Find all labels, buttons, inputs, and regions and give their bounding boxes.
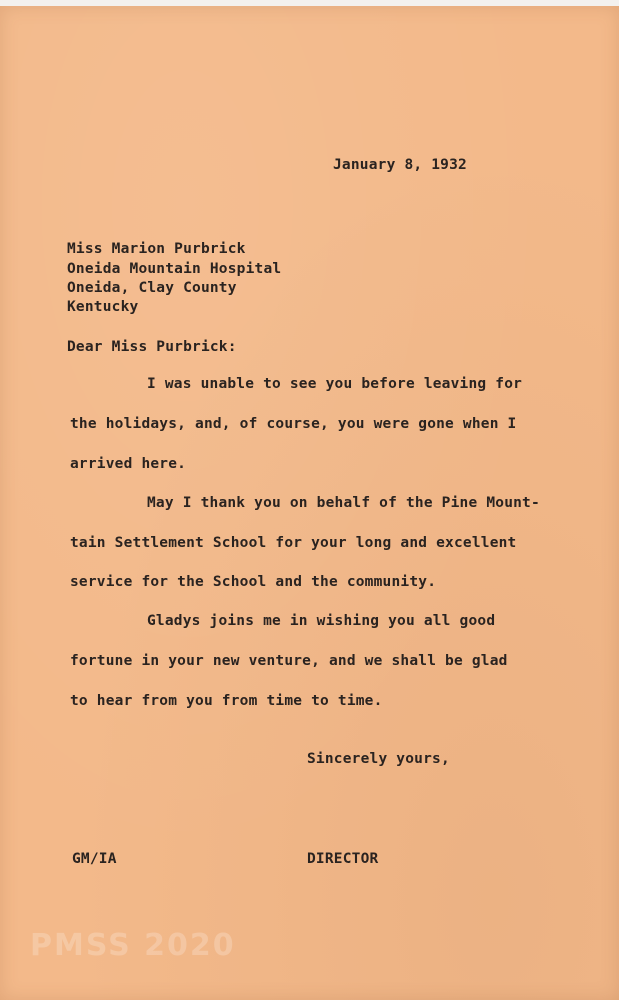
signature-title: DIRECTOR bbox=[307, 851, 379, 867]
body-line: tain Settlement School for your long and excellent bbox=[70, 535, 517, 551]
body-line: arrived here. bbox=[70, 456, 187, 472]
salutation: Dear Miss Purbrick: bbox=[67, 339, 237, 355]
letter-date: January 8, 1932 bbox=[333, 157, 467, 173]
body-line: I was unable to see you before leaving for bbox=[147, 376, 523, 392]
closing: Sincerely yours, bbox=[307, 751, 450, 767]
archive-watermark: PMSS 2020 bbox=[30, 928, 236, 963]
body-line: service for the School and the community. bbox=[70, 574, 437, 590]
recipient-name: Miss Marion Purbrick bbox=[67, 241, 246, 257]
body-line: the holidays, and, of course, you were gone when I bbox=[70, 416, 517, 432]
body-line: Gladys joins me in wishing you all good bbox=[147, 613, 496, 629]
recipient-city-county: Oneida, Clay County bbox=[67, 280, 237, 296]
body-line: to hear from you from time to time. bbox=[70, 693, 383, 709]
recipient-state: Kentucky bbox=[67, 299, 139, 315]
typist-initials: GM/IA bbox=[72, 851, 117, 867]
body-line: May I thank you on behalf of the Pine Mount- bbox=[147, 495, 540, 511]
recipient-organization: Oneida Mountain Hospital bbox=[67, 261, 282, 277]
letter-page bbox=[0, 6, 619, 1000]
body-line: fortune in your new venture, and we shall be glad bbox=[70, 653, 508, 669]
